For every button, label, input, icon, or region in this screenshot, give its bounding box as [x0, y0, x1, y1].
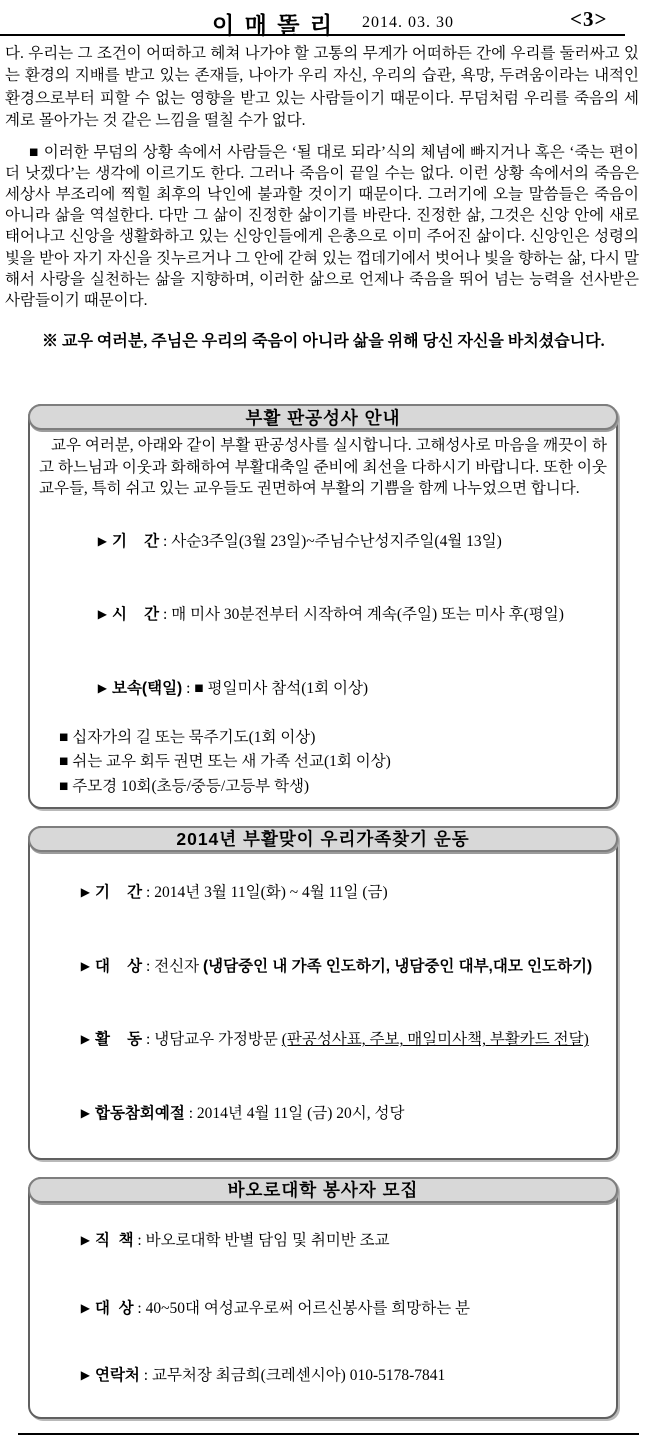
bullet-value: 40~50대 여성교우로써 어르신봉사를 희망하는 분 — [145, 1299, 471, 1317]
bullet-value: 냉담교우 가정방문 — [154, 1031, 282, 1049]
bullet-separator: : — [159, 606, 172, 624]
bullet-arrow-icon: ▶ — [97, 533, 107, 548]
bullet-separator: : — [139, 1367, 152, 1385]
bullet-row — [39, 579, 607, 653]
bullet-list — [39, 505, 607, 800]
bullet-arrow-icon: ▶ — [97, 680, 107, 695]
bullet-separator: : — [184, 1104, 197, 1122]
bullet-arrow-icon: ▶ — [80, 1032, 90, 1047]
bullet-value: 2014년 3월 11일(화) ~ 4월 11일 (금) — [154, 884, 388, 902]
bullet-separator: : — [142, 1031, 155, 1049]
bullet-list — [39, 1208, 607, 1411]
bullet-row — [39, 1343, 607, 1411]
bullet-value: 매 미사 30분전부터 시작하여 계속(주일) 또는 미사 후(평일) — [171, 606, 564, 624]
bullet-value: 바오로대학 반별 담임 및 취미반 조교 — [145, 1232, 390, 1250]
bullet-label: 연락처 — [94, 1367, 140, 1385]
announcement-box-confession — [28, 404, 618, 809]
bullet-list — [39, 857, 607, 1151]
bulletin-title: 이 매 똘 리 — [212, 12, 335, 38]
announcement-box-volunteers — [28, 1177, 618, 1420]
issue-date: 2014. 03. 30 — [362, 14, 454, 31]
bullet-row — [39, 1275, 607, 1343]
bullet-arrow-icon: ▶ — [80, 1105, 90, 1120]
box-title: 바오로대학 봉사자 모집 — [227, 1180, 419, 1201]
bullet-label: 대 상 — [94, 957, 143, 975]
page-header — [0, 5, 625, 36]
bullet-value: 2014년 4월 11일 (금) 20시, 성당 — [196, 1104, 405, 1122]
bullet-value: 교무처장 최금희(크레센시아) 010-5178-7841 — [151, 1367, 446, 1385]
sub-bullet-row: ■ 십자가의 길 또는 묵주기도(1회 이상) — [59, 728, 316, 746]
box-title-bar — [28, 1177, 618, 1203]
box-content — [30, 852, 616, 1158]
box-content — [30, 1203, 616, 1418]
box-title-bar — [28, 404, 618, 430]
bullet-arrow-icon: ▶ — [80, 1300, 90, 1315]
bullet-label: 시 간 — [111, 606, 160, 624]
bullet-label: 대 상 — [94, 1299, 134, 1317]
sub-bullet-row: ■ 쉬는 교우 회두 권면 또는 새 가족 선교(1회 이상) — [59, 753, 391, 771]
announcement-box-family-campaign — [28, 826, 618, 1160]
box-title-bar — [28, 826, 618, 852]
box-content — [30, 430, 616, 807]
bullet-value-bold: (냉담중인 내 가족 인도하기, 냉담중인 대부,대모 인도하기) — [203, 957, 593, 975]
page-number: <3> — [570, 7, 608, 31]
bullet-value: 사순3주일(3월 23일)~주님수난성지주일(4월 13일) — [171, 532, 502, 550]
emphasis-note: ※ 교우 여러분, 주님은 우리의 죽음이 아니라 삶을 위해 당신 자신을 바치셨습니다. — [42, 333, 605, 351]
box-title: 2014년 부활맞이 우리가족찾기 운동 — [176, 829, 470, 850]
bullet-value-underlined: (판공성사표, 주보, 매일미사책, 부활카드 전달) — [281, 1031, 589, 1049]
bullet-label: 보속(택일) — [111, 679, 183, 697]
bullet-row — [39, 1004, 607, 1078]
bullet-separator: : — [142, 884, 155, 902]
bullet-separator: : — [142, 957, 155, 975]
bullet-row — [39, 652, 607, 726]
bullet-arrow-icon: ▶ — [97, 607, 107, 622]
bullet-arrow-icon: ▶ — [80, 958, 90, 973]
bullet-row — [39, 505, 607, 579]
bullet-arrow-icon: ▶ — [80, 885, 90, 900]
bullet-row — [39, 1077, 607, 1151]
bullet-row — [39, 930, 607, 1004]
bullet-row — [39, 1208, 607, 1276]
body-paragraph-1: 다. 우리는 그 조건이 어떠하고 헤쳐 나가야 할 고통의 무게가 어떠하든 간에 우리를 둘러싸고 있는 환경의 지배를 받고 있는 존재들, 나아가 우리 자신, 우리의 습관, 욕망, 두려움이라는 내적인 환경으로부터 피할 수 없는 영향을 받고 있는 사람들이기 때문이다. 무덤처럼 우리를 죽음의 세계로 몰아가는 것 같은 느낌을 떨칠 수가 없다. — [5, 45, 639, 130]
bullet-label: 합동참회예절 — [94, 1104, 185, 1122]
bullet-separator: : — [159, 532, 172, 550]
bullet-separator: : — [182, 679, 195, 697]
sub-bullet-row: ■ 주모경 10회(초등/중등/고등부 학생) — [59, 778, 310, 796]
bullet-label: 직 책 — [94, 1232, 134, 1250]
bullet-value: 전신자 — [154, 957, 204, 975]
bullet-separator: : — [133, 1299, 146, 1317]
box-intro-text: 교우 여러분, 아래와 같이 부활 판공성사를 실시합니다. 고해성사로 마음을 깨끗이 하고 하느님과 이웃과 화해하여 부활대축일 준비에 최선을 다하시기 바랍니다. 또한 이웃 교우들, 특히 쉬고 있는 교우들도 권면하여 부활의 기쁨을 함께 나누었으면 합니다. — [39, 437, 607, 498]
bullet-arrow-icon: ▶ — [80, 1368, 90, 1383]
bullet-separator: : — [133, 1232, 146, 1250]
bullet-label: 기 간 — [111, 532, 160, 550]
bullet-label: 활 동 — [94, 1031, 143, 1049]
bullet-arrow-icon: ▶ — [80, 1233, 90, 1248]
bullet-value: ■ 평일미사 참석(1회 이상) — [194, 679, 369, 697]
bullet-row — [39, 857, 607, 931]
body-paragraph-2: ■ 이러한 무덤의 상황 속에서 사람들은 ‘될 대로 되라’식의 체념에 빠지거나 혹은 ‘죽는 편이 더 낫겠다’는 생각에 이르기도 한다. 그러나 죽음이 끝일 수는 없다. 이런 상황 속에서의 죽음은 세상사 부조리에 찍힐 최후의 낙인에 불과할 것이기 때문이다. 그러기에 오늘 말씀들은 죽음이 아니라 삶을 역설한다. 다만 그 삶이 진정한 삶이기를 바란다. 진정한 삶, 그것은 신앙 안에 새로 태어나고 신앙을 생활화하고 있는 신앙인들에게 은총으로 이미 주어진 삶이다. 신앙인은 성령의 빛을 받아 자기 자신을 짓누르거나 그 안에 갇혀 있는 껍데기에서 벗어나 빛을 향하는 삶, 다시 말해서 사랑을 실천하는 삶을 지향하며, 이러한 삶으로 언제나 죽음을 뛰어 넘는 능력을 선사받은 사람들이기 때문이다. — [5, 143, 639, 310]
bullet-label: 기 간 — [94, 884, 143, 902]
box-title: 부활 판공성사 안내 — [245, 407, 401, 428]
